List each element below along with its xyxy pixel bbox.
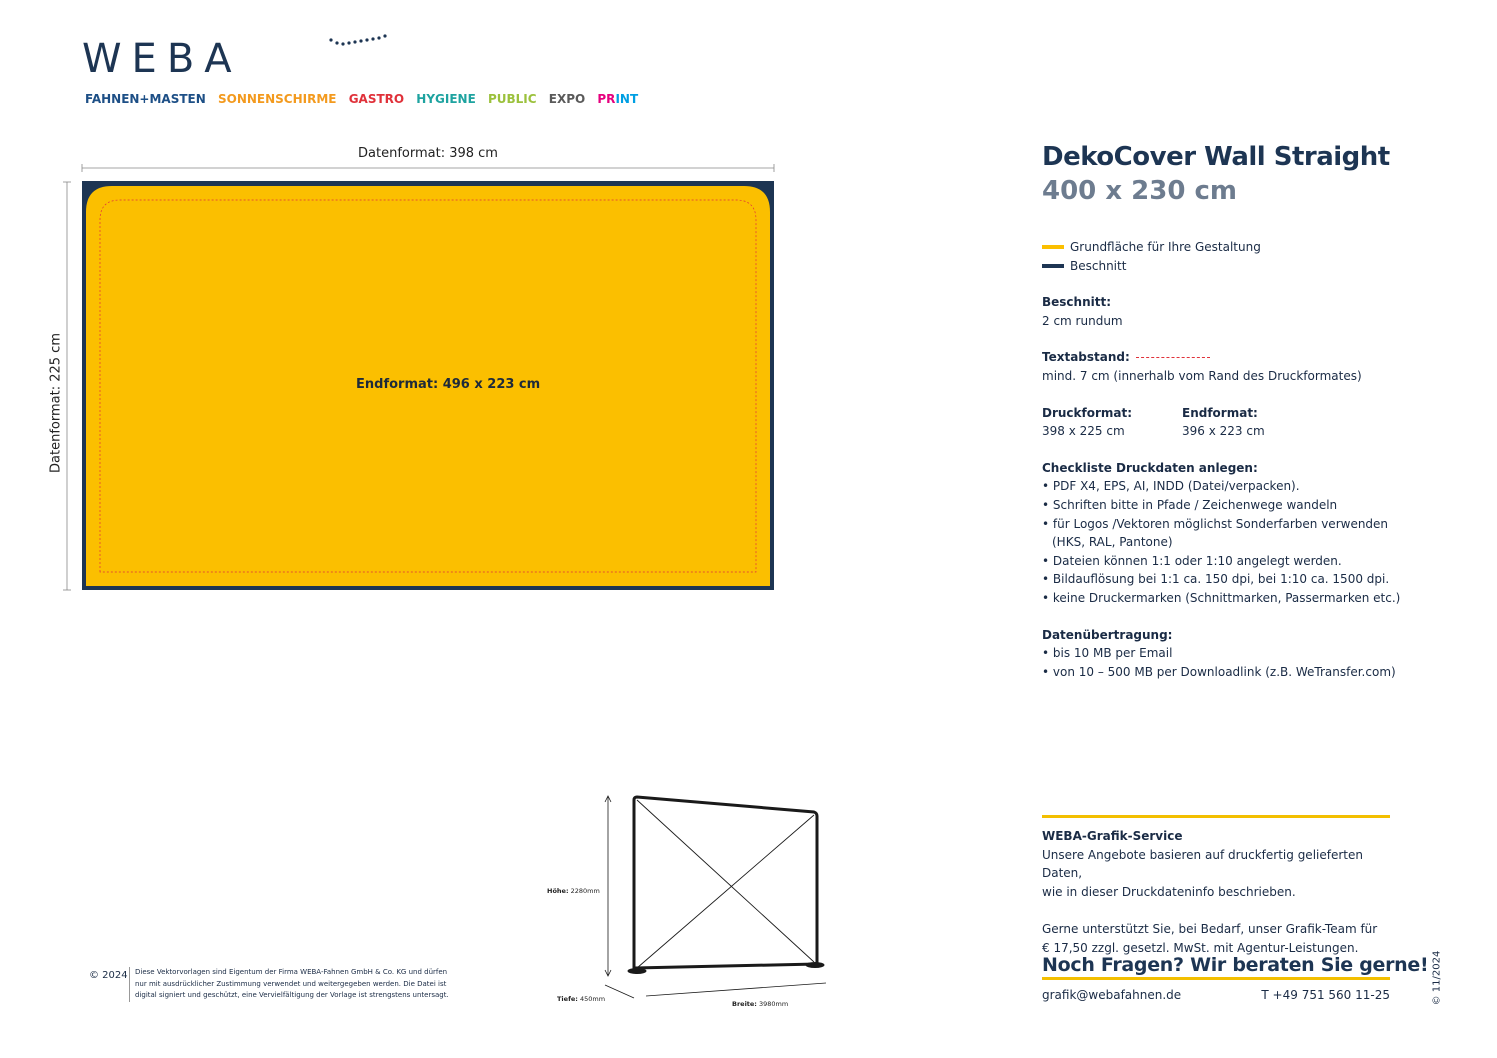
list-item: • keine Druckermarken (Schnittmarken, Passermarken etc.) [1042, 590, 1401, 605]
frame-height-label: Höhe: 2280mm [547, 887, 600, 895]
list-item: • von 10 – 500 MB per Downloadlink (z.B. WeTransfer.com) [1042, 664, 1396, 679]
legend-design-area [1042, 238, 1402, 257]
nav-sonnenschirme[interactable]: SONNENSCHIRME [217, 92, 337, 106]
legal-notice: Diese Vektorvorlagen sind Eigentum der Firma WEBA-Fahnen GmbH & Co. KG und dürfen nur mit ausdrücklicher Zustimmung verwendet und weitergegeben werden. Die Datei ist digital signiert und geschützt, eine Vervielfältigung der Vorlage ist strengstens untersagt. [129, 967, 449, 1002]
nav-print-part2: INT [615, 92, 639, 106]
legend-label: Grundfläche für Ihre Gestaltung [1070, 240, 1261, 254]
product-title: DekoCover Wall Straight [1042, 142, 1390, 172]
legend-swatch-yellow [1042, 245, 1064, 249]
legend-swatch-navy [1042, 264, 1064, 268]
legend-bleed [1042, 257, 1402, 276]
email-link[interactable]: grafik@webafahnen.de [1042, 988, 1182, 1002]
data-format-height-label: Datenformat: 225 cm [48, 333, 64, 473]
product-size: 400 x 230 cm [1042, 176, 1237, 206]
nav-hygiene[interactable]: HYGIENE [416, 92, 476, 106]
print-format-label: Druckformat: [1042, 405, 1133, 420]
bleed-label: Beschnitt: [1042, 295, 1112, 310]
service-line: € 17,50 zzgl. gesetzl. MwSt. mit Agentur-Leistungen. [1042, 940, 1359, 955]
checklist-label: Checkliste Druckdaten anlegen: [1042, 460, 1258, 475]
logo-text: WEBA [82, 36, 242, 82]
service-line: Gerne unterstützt Sie, bei Bedarf, unser Grafik-Team für [1042, 921, 1378, 936]
transfer-label: Datenübertragung: [1042, 627, 1173, 642]
nav-gastro[interactable]: GASTRO [348, 92, 405, 106]
list-item: (HKS, RAL, Pantone) [1052, 535, 1173, 550]
bleed-section [1042, 293, 1402, 330]
contact-headline: Noch Fragen? Wir beraten Sie gerne! [1042, 954, 1390, 980]
text-margin-section [1042, 348, 1402, 385]
nav-print-part1: PR [597, 92, 616, 106]
list-item: • Dateien können 1:1 oder 1:10 angelegt werden. [1042, 553, 1342, 568]
frame-sketch [605, 796, 826, 998]
frame-depth-label: Tiefe: 450mm [557, 995, 606, 1003]
list-item: • bis 10 MB per Email [1042, 646, 1173, 661]
print-format-value: 398 x 225 cm [1042, 424, 1125, 439]
nav-public[interactable]: PUBLIC [487, 92, 537, 106]
text-margin-value: mind. 7 cm (innerhalb vom Rand des Druckformates) [1042, 368, 1362, 383]
list-item: • PDF X4, EPS, AI, INDD (Datei/verpacken). [1042, 479, 1300, 494]
final-format-label: Endformat: [1182, 405, 1258, 420]
text-margin-label: Textabstand: [1042, 350, 1130, 365]
copyright: © 2024 [89, 970, 128, 981]
version-date: © 11/2024 [1431, 950, 1443, 1006]
transfer-section [1042, 626, 1402, 682]
endformat-label: Endformat: 496 x 223 cm [356, 377, 541, 392]
data-format-width-label: Datenformat: 398 cm [358, 146, 498, 161]
contact-row [1042, 988, 1390, 1002]
frame-width-label: Breite: 3980mm [732, 1000, 789, 1008]
nav-fahnen-masten[interactable]: FAHNEN+MASTEN [85, 92, 206, 106]
format-section [1042, 404, 1402, 441]
final-format-value: 396 x 223 cm [1182, 424, 1265, 439]
checklist-section [1042, 459, 1402, 608]
list-item: • Schriften bitte in Pfade / Zeichenwege wandeln [1042, 497, 1338, 512]
safe-line-sample [1136, 357, 1210, 358]
list-item: • Bildauflösung bei 1:1 ca. 150 dpi, bei 1:10 ca. 1500 dpi. [1042, 572, 1390, 587]
service-line: Unsere Angebote basieren auf druckfertig gelieferten Daten, [1042, 847, 1363, 881]
list-item: • für Logos /Vektoren möglichst Sonderfarben verwenden [1042, 516, 1389, 531]
legend-label: Beschnitt [1070, 258, 1127, 273]
service-title: WEBA-Grafik-Service [1042, 829, 1183, 843]
product-info [1042, 140, 1402, 681]
service-line: wie in dieser Druckdateninfo beschrieben. [1042, 884, 1296, 899]
bleed-value: 2 cm rundum [1042, 313, 1123, 328]
grafik-service [1042, 815, 1390, 957]
nav-expo[interactable]: EXPO [548, 92, 586, 106]
phone-number[interactable]: T +49 751 560 11-25 [1261, 988, 1390, 1002]
